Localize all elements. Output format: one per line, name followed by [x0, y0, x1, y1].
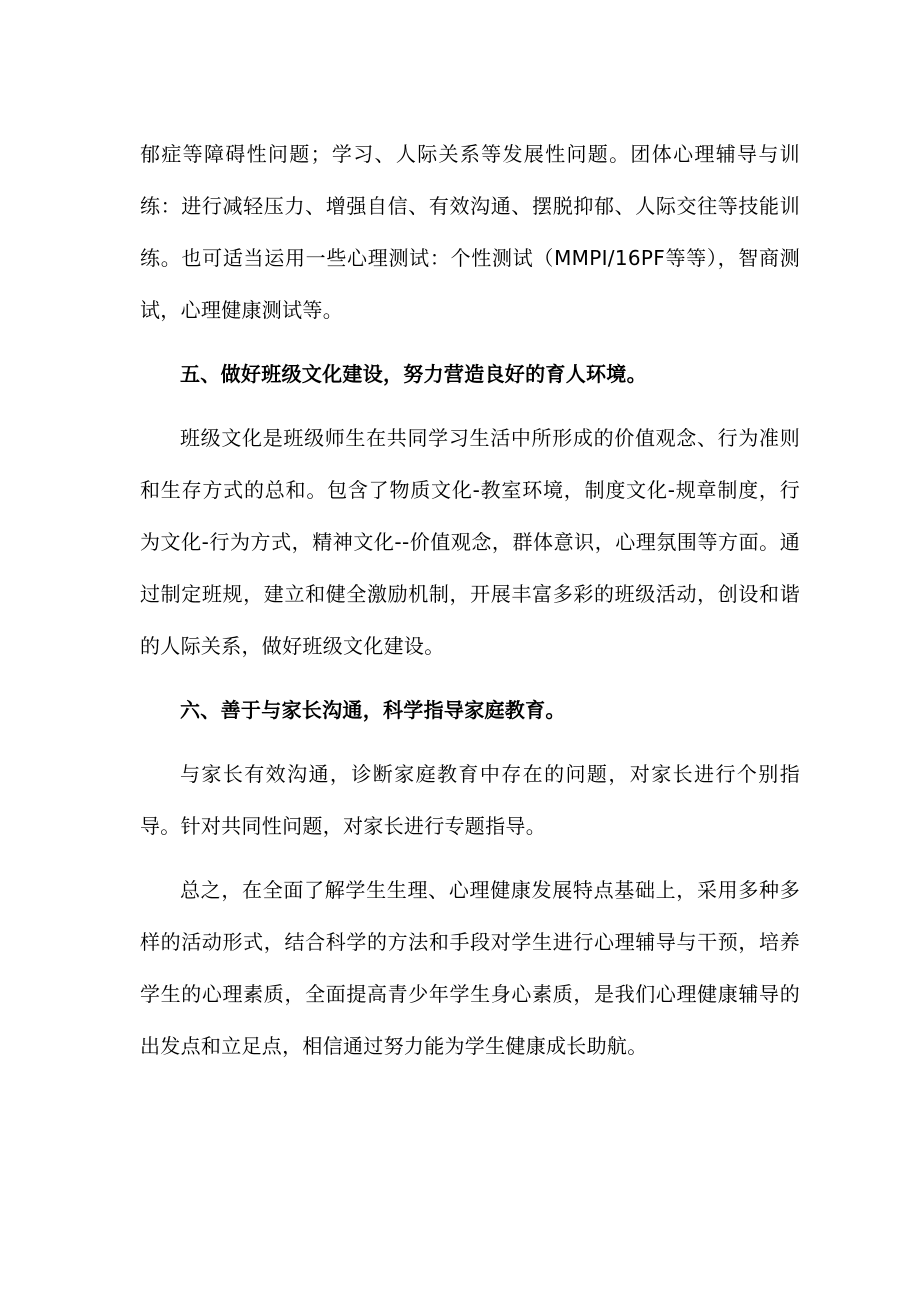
- paragraph-class-culture: 班级文化是班级师生在共同学习生活中所形成的价值观念、行为准则和生存方式的总和。包含了物质文化-教室环境，制度文化-规章制度，行为文化-行为方式，精神文化--价值观念，群体意识，心理氛围等方面。通过制定班规，建立和健全激励机制，开展丰富多彩的班级活动，创设和谐的人际关系，做好班级文化建设。: [140, 426, 800, 658]
- paragraph-psych-counseling: 郁症等障碍性问题；学习、人际关系等发展性问题。团体心理辅导与训练：进行减轻压力、增强自信、有效沟通、摆脱抑郁、人际交往等技能训练。也可适当运用一些心理测试：个性测试（MMPI/16PF等等），智商测试，心理健康测试等。: [140, 142, 800, 322]
- paragraph-conclusion: 总之，在全面了解学生生理、心理健康发展特点基础上，采用多种多样的活动形式，结合科学的方法和手段对学生进行心理辅导与干预，培养学生的心理素质，全面提高青少年学生身心素质，是我们心理健康辅导的出发点和立足点，相信通过努力能为学生健康成长助航。: [140, 878, 800, 1058]
- section-heading-parent-communication: 六、善于与家长沟通，科学指导家庭教育。: [180, 698, 566, 722]
- paragraph-parent-communication: 与家长有效沟通，诊断家庭教育中存在的问题，对家长进行个别指导。针对共同性问题，对家长进行专题指导。: [140, 762, 800, 838]
- document-page: [140, 128, 800, 1072]
- section-heading-class-culture: 五、做好班级文化建设，努力营造良好的育人环境。: [180, 362, 647, 386]
